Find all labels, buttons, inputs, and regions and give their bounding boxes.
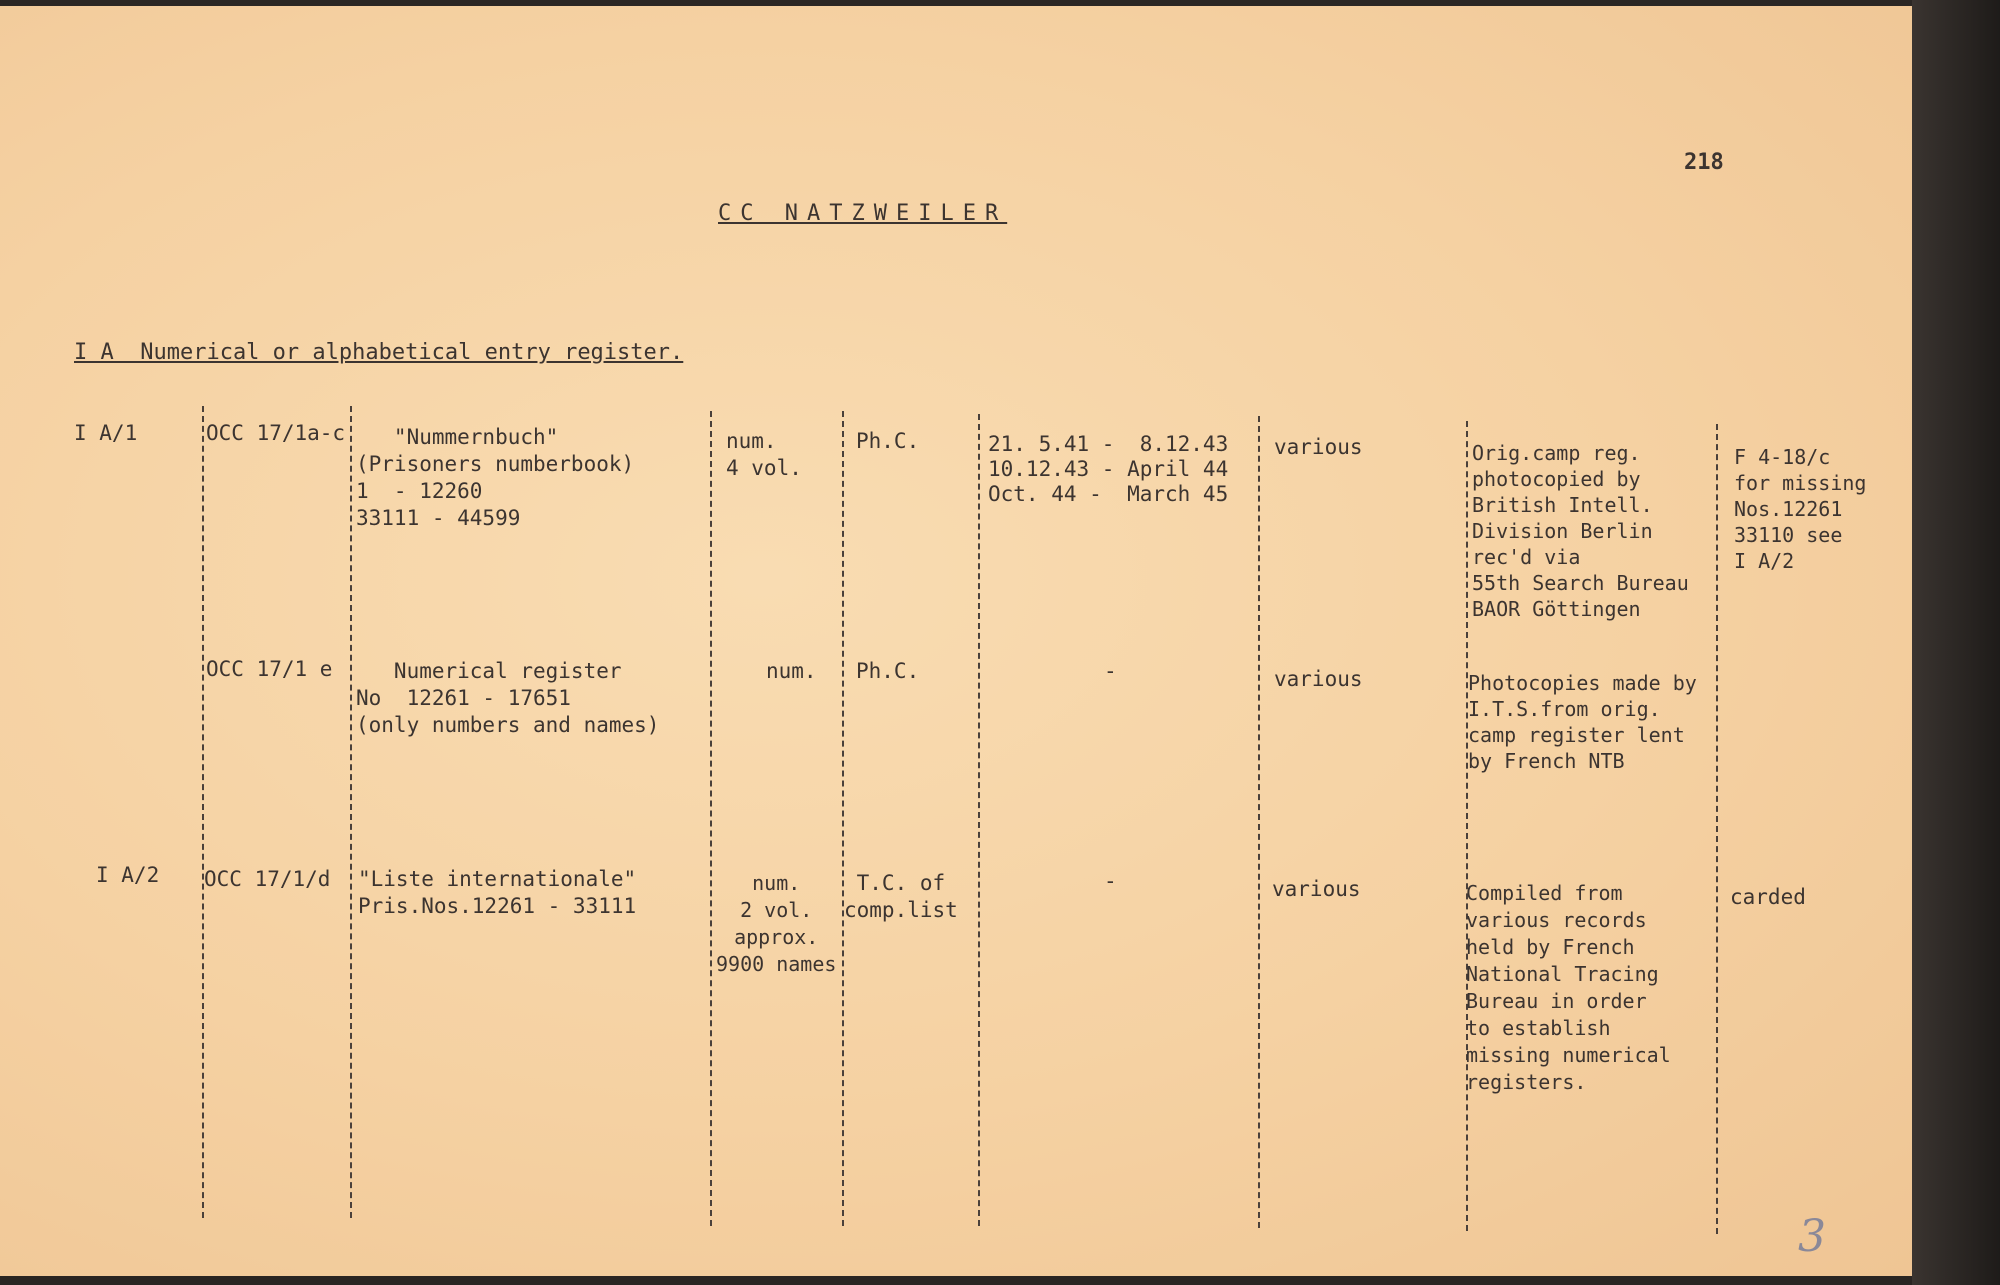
row-nationalities: various [1272,877,1361,901]
pencil-mark: 3 [1798,1211,1826,1262]
row-dates: - [1104,869,1117,893]
row-remarks: Photocopies made by I.T.S.from orig. camp register lent by French NTB [1468,671,1697,773]
row-id: I A/2 [96,863,160,887]
page-number: 218 [1684,150,1724,175]
row-description: "Liste internationale" Pris.Nos.12261 - 33111 [358,867,637,918]
row-remarks: Orig.camp reg. photocopied by British Intell. Division Berlin rec'd via 55th Search Bureau BAOR Göttingen [1472,441,1689,621]
row-arrangement: num. [766,659,817,683]
column-divider [1716,424,1718,1234]
row-remarks: Compiled from various records held by French National Tracing Bureau in order to establish missing numerical registers. [1466,881,1671,1094]
row-dates: 21. 5.41 - 8.12.43 10.12.43 - April 44 Oct. 44 - March 45 [988,432,1229,506]
row-nationalities: various [1274,667,1363,691]
row-nationalities: various [1274,435,1363,459]
row-signature: OCC 17/1/d [204,867,331,891]
page-title: CC NATZWEILER [718,201,1008,226]
row-type: T.C. of comp.list [844,871,958,922]
column-divider [1258,416,1260,1228]
column-divider [202,406,204,1218]
row-reference: F 4-18/c for missing Nos.12261 33110 see I A/2 [1734,445,1867,573]
row-arrangement: num. 4 vol. [726,429,802,480]
row-reference: carded [1730,885,1806,909]
row-arrangement: num. 2 vol. approx. 9900 names [716,871,837,976]
scan-edge [0,1276,1912,1285]
row-signature: OCC 17/1 e [206,657,333,681]
document-page [0,6,1912,1276]
row-signature: OCC 17/1a-c [206,421,346,445]
column-divider [1466,421,1468,1231]
scan-shadow [1912,0,2000,1285]
column-divider [350,406,352,1218]
row-id: I A/1 [74,421,138,445]
column-divider [710,411,712,1226]
row-type: Ph.C. [856,659,920,683]
column-divider [978,414,980,1226]
row-description: Numerical register No 12261 - 17651 (only numbers and names) [356,659,660,737]
row-dates: - [1104,659,1117,683]
section-heading: I A Numerical or alphabetical entry register. [74,340,684,365]
row-description: "Nummernbuch" (Prisoners numberbook) 1 - 12260 33111 - 44599 [356,425,635,530]
column-divider [842,411,844,1226]
row-type: Ph.C. [856,429,920,453]
